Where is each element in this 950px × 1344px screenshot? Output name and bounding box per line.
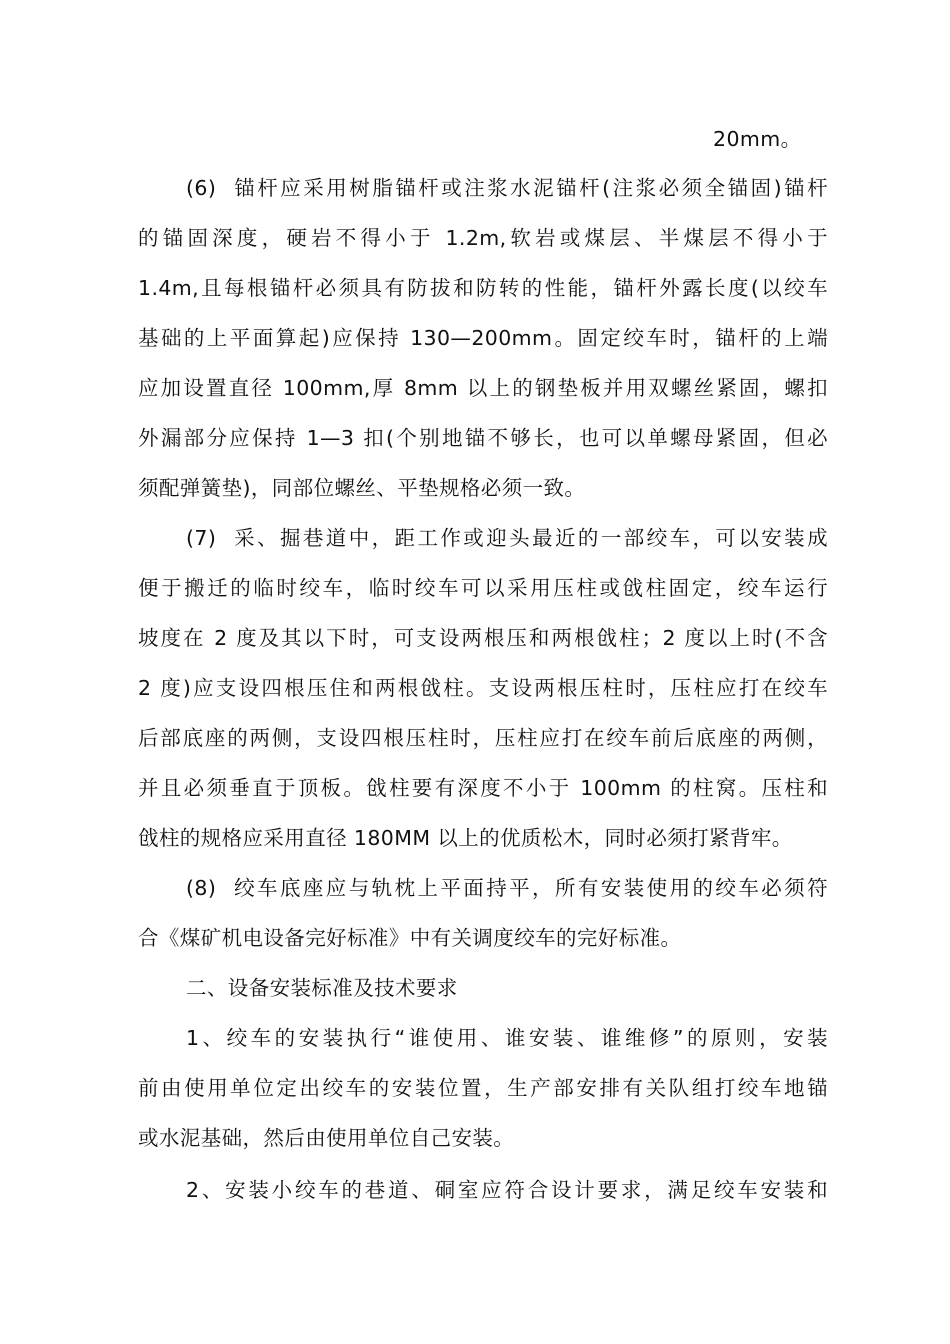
item-2-line: 2、安装小绞车的巷道、硐室应符合设计要求，满足绞车安装和	[186, 1178, 828, 1202]
paragraph-8-line: (8) 绞车底座应与轨枕上平面持平，所有安装使用的绞车必须符	[186, 876, 828, 900]
paragraph-6-line: 外漏部分应保持 1—3 扣(个别地锚不够长，也可以单螺母紧固，但必	[138, 426, 828, 450]
item-1-line: 前由使用单位定出绞车的安装位置，生产部安排有关队组打绞车地锚	[138, 1076, 828, 1100]
item-1-line: 或水泥基础，然后由使用单位自己安装。	[138, 1126, 515, 1150]
paragraph-6-line: 的锚固深度，硬岩不得小于 1.2m,软岩或煤层、半煤层不得小于	[138, 226, 828, 250]
paragraph-7-line: 并且必须垂直于顶板。戗柱要有深度不小于 100mm 的柱窝。压柱和	[138, 776, 828, 800]
paragraph-7-line: 坡度在 2 度及其以下时，可支设两根压和两根戗柱；2 度以上时(不含	[138, 626, 828, 650]
section-heading: 二、设备安装标准及技术要求	[186, 976, 458, 1000]
item-1-line: 1、绞车的安装执行“谁使用、谁安装、谁维修”的原则，安装	[186, 1026, 828, 1050]
text-line: 20mm。	[713, 127, 802, 151]
paragraph-6-line: 基础的上平面算起)应保持 130—200mm。固定绞车时，锚杆的上端	[138, 326, 828, 350]
paragraph-7-line: (7) 采、掘巷道中，距工作或迎头最近的一部绞车，可以安装成	[186, 526, 828, 550]
paragraph-6-line: (6) 锚杆应采用树脂锚杆或注浆水泥锚杆(注浆必须全锚固)锚杆	[186, 176, 828, 200]
paragraph-8-line: 合《煤矿机电设备完好标准》中有关调度绞车的完好标准。	[138, 926, 682, 950]
paragraph-7-line: 后部底座的两侧，支设四根压柱时，压柱应打在绞车前后底座的两侧，	[138, 726, 828, 750]
paragraph-6-line: 1.4m,且每根锚杆必须具有防拔和防转的性能，锚杆外露长度(以绞车	[138, 276, 828, 300]
paragraph-7-line: 2 度)应支设四根压住和两根戗柱。支设两根压柱时，压柱应打在绞车	[138, 676, 828, 700]
paragraph-6-line: 应加设置直径 100mm,厚 8mm 以上的钢垫板并用双螺丝紧固，螺扣	[138, 376, 828, 400]
paragraph-6-line: 须配弹簧垫)，同部位螺丝、平垫规格必须一致。	[138, 476, 586, 500]
paragraph-7-line: 戗柱的规格应采用直径 180MM 以上的优质松木，同时必须打紧背牢。	[138, 826, 793, 850]
paragraph-7-line: 便于搬迁的临时绞车，临时绞车可以采用压柱或戗柱固定，绞车运行	[138, 576, 828, 600]
